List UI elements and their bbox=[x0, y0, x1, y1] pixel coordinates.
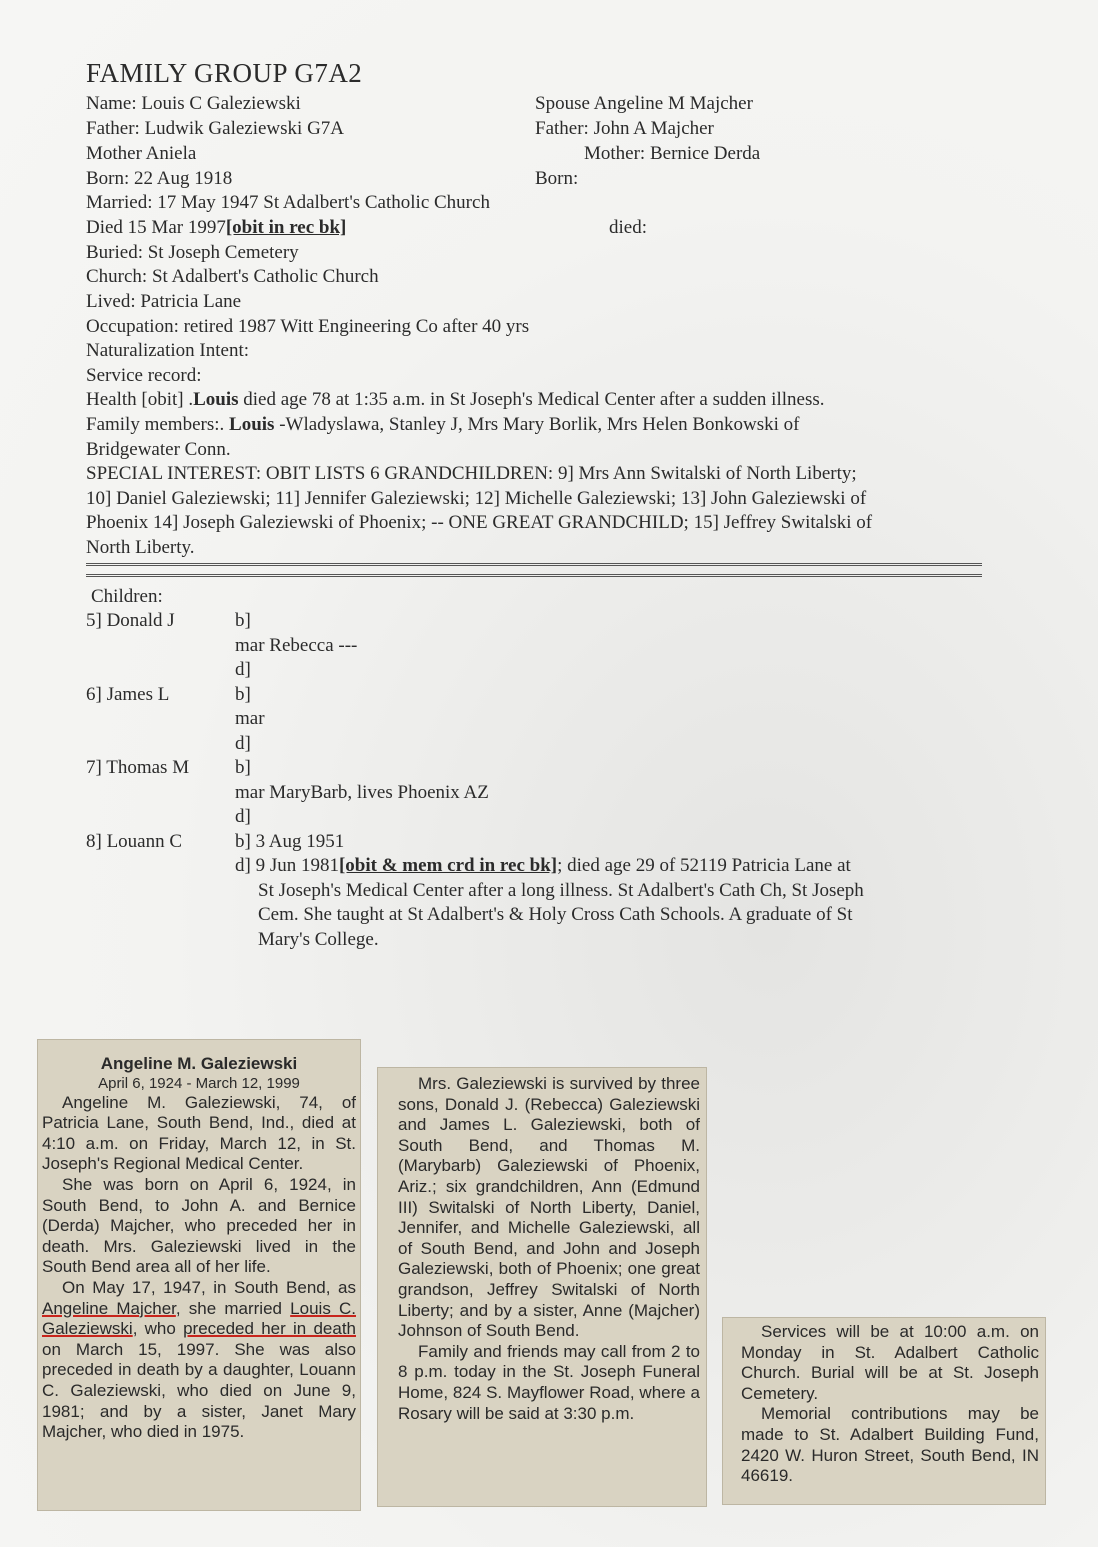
underlined-name: Louis C. Galeziewski bbox=[42, 1298, 356, 1339]
health-name: Louis bbox=[193, 389, 239, 410]
church-field: Church: St Adalbert's Catholic Church bbox=[86, 266, 379, 287]
children-label: Children: bbox=[91, 586, 163, 607]
child-birth: b] bbox=[235, 610, 251, 631]
child-name: 7] Thomas M bbox=[86, 757, 190, 778]
special-interest-line: SPECIAL INTEREST: OBIT LISTS 6 GRANDCHILDREN: 9] Mrs Ann Switalski of North Liberty; bbox=[86, 463, 857, 484]
child-name: 8] Louann C bbox=[86, 831, 183, 852]
spouse-died-field: died: bbox=[609, 217, 647, 238]
child-birth: b] bbox=[235, 757, 251, 778]
clipping-heading: Angeline M. Galeziewski bbox=[100, 1054, 298, 1073]
family-prefix: Family members:. bbox=[86, 414, 230, 435]
child-birth: b] bbox=[235, 684, 251, 705]
family-text: -Wladyslawa, Stanley J, Mrs Mary Borlik, Mrs Helen Bonkowski of bbox=[274, 414, 800, 435]
clipping-paragraph: Angeline M. Galeziewski, 74, of Patricia Lane, South Bend, Ind., died at 4:10 a.m. on Friday, March 12, in St. Joseph's Regional Medical Center. bbox=[42, 1092, 356, 1174]
spouse-father-field: Father: John A Majcher bbox=[535, 118, 714, 139]
separator-line bbox=[86, 563, 982, 577]
born-field: Born: 22 Aug 1918 bbox=[86, 168, 233, 189]
lived-field: Lived: Patricia Lane bbox=[86, 291, 242, 312]
child-notes: St Joseph's Medical Center after a long illness. St Adalbert's Cath Ch, St Joseph bbox=[258, 880, 864, 901]
child-marriage: mar bbox=[235, 708, 265, 729]
child-name: 5] Donald J bbox=[86, 610, 175, 631]
special-interest-line: 10] Daniel Galeziewski; 11] Jennifer Galeziewski; 12] Michelle Galeziewski; 13] John Galeziewski of bbox=[86, 488, 867, 509]
child-death: d] bbox=[235, 733, 251, 754]
clipping-paragraph: Family and friends may call from 2 to 8 p.m. today in the St. Joseph Funeral Home, 824 S. Mayflower Road, where a Rosary will be said at 3:30 p.m. bbox=[398, 1341, 700, 1423]
clipping-dates: April 6, 1924 - March 12, 1999 bbox=[98, 1074, 300, 1092]
child-death bbox=[235, 854, 851, 878]
health-line bbox=[86, 388, 825, 412]
obituary-clipping bbox=[723, 1318, 1045, 1504]
buried-field: Buried: St Joseph Cemetery bbox=[86, 242, 299, 263]
child-name: 6] James L bbox=[86, 684, 170, 705]
family-line bbox=[86, 413, 800, 437]
underlined-name: Angeline Majcher bbox=[42, 1298, 176, 1318]
name-field: Name: Louis C Galeziewski bbox=[86, 93, 301, 114]
obit-link[interactable]: [obit & mem crd in rec bk] bbox=[338, 855, 558, 876]
obituary-clipping bbox=[38, 1040, 360, 1510]
death-text: ; died age 29 of 52119 Patricia Lane at bbox=[557, 855, 851, 876]
child-marriage: mar MaryBarb, lives Phoenix AZ bbox=[235, 782, 489, 803]
clipping-paragraph: Services will be at 10:00 a.m. on Monday in St. Adalbert Catholic Church. Burial will be at St. Joseph Cemetery. bbox=[741, 1322, 1039, 1403]
death-date: d] 9 Jun 1981 bbox=[235, 855, 339, 876]
special-interest-line: North Liberty. bbox=[86, 537, 195, 558]
child-marriage: mar Rebecca --- bbox=[235, 635, 358, 656]
child-notes: Cem. She taught at St Adalbert's & Holy Cross Cath Schools. A graduate of St bbox=[258, 904, 853, 925]
obituary-clipping bbox=[378, 1068, 706, 1506]
service-record-field: Service record: bbox=[86, 365, 202, 386]
married-field: Married: 17 May 1947 St Adalbert's Catholic Church bbox=[86, 192, 490, 213]
clipping-paragraph: She was born on April 6, 1924, in South Bend, to John A. and Bernice (Derda) Majcher, who preceded her in death. Mrs. Galeziewski lived in the South Bend area all of her life. bbox=[42, 1174, 356, 1277]
underlined-phrase: preceded her in death bbox=[183, 1319, 356, 1339]
health-text: died age 78 at 1:35 a.m. in St Joseph's Medical Center after a sudden illness. bbox=[238, 389, 825, 410]
spouse-mother-field: Mother: Bernice Derda bbox=[584, 143, 761, 164]
died-field bbox=[86, 216, 346, 240]
occupation-field: Occupation: retired 1987 Witt Engineering Co after 40 yrs bbox=[86, 316, 530, 337]
father-field: Father: Ludwik Galeziewski G7A bbox=[86, 118, 345, 139]
naturalization-field: Naturalization Intent: bbox=[86, 340, 250, 361]
clipping-paragraph: Mrs. Galeziewski is survived by three sons, Donald J. (Rebecca) Galeziewski and James L. Galeziewski, both of South Bend, and Thomas M. (Marybarb) Galeziewski of Phoenix, Ariz.; six grandchildren, Ann (Edmund III) Switalski of North Liberty, Daniel, Jennifer, and Michelle Galeziewski, all of South Bend, and John and Joseph Galeziewski, both of Phoenix; one great grandson, Jeffrey Switalski of North Liberty; and by a sister, Anne (Majcher) Johnson of South Bend. bbox=[398, 1074, 700, 1341]
died-label: Died 15 Mar 1997 bbox=[86, 217, 226, 238]
child-birth: b] 3 Aug 1951 bbox=[235, 831, 345, 852]
spouse-born-field: Born: bbox=[535, 168, 579, 189]
mother-field: Mother Aniela bbox=[86, 143, 197, 164]
family-line-2: Bridgewater Conn. bbox=[86, 439, 231, 460]
clipping-paragraph: On May 17, 1947, in South Bend, as Angeline Majcher, she married Louis C. Galeziewski, who preceded her in death on March 15, 1997. She was also preceded in death by a daughter, Louann C. Galeziewski, who died on June 9, 1981; and by a sister, Janet Mary Majcher, who died in 1975. bbox=[42, 1277, 356, 1442]
child-death: d] bbox=[235, 659, 251, 680]
family-name: Louis bbox=[229, 414, 275, 435]
health-prefix: Health [obit] . bbox=[86, 389, 194, 410]
child-death: d] bbox=[235, 806, 251, 827]
page-title: FAMILY GROUP G7A2 bbox=[86, 58, 363, 88]
clipping-paragraph: Memorial contributions may be made to St. Adalbert Building Fund, 2420 W. Huron Street, South Bend, IN 46619. bbox=[741, 1404, 1039, 1486]
obit-link[interactable]: [obit in rec bk] bbox=[225, 217, 347, 238]
special-interest-line: Phoenix 14] Joseph Galeziewski of Phoenix; -- ONE GREAT GRANDCHILD; 15] Jeffrey Switalski of bbox=[86, 512, 873, 533]
spouse-field: Spouse Angeline M Majcher bbox=[535, 93, 753, 114]
child-notes: Mary's College. bbox=[258, 929, 379, 950]
